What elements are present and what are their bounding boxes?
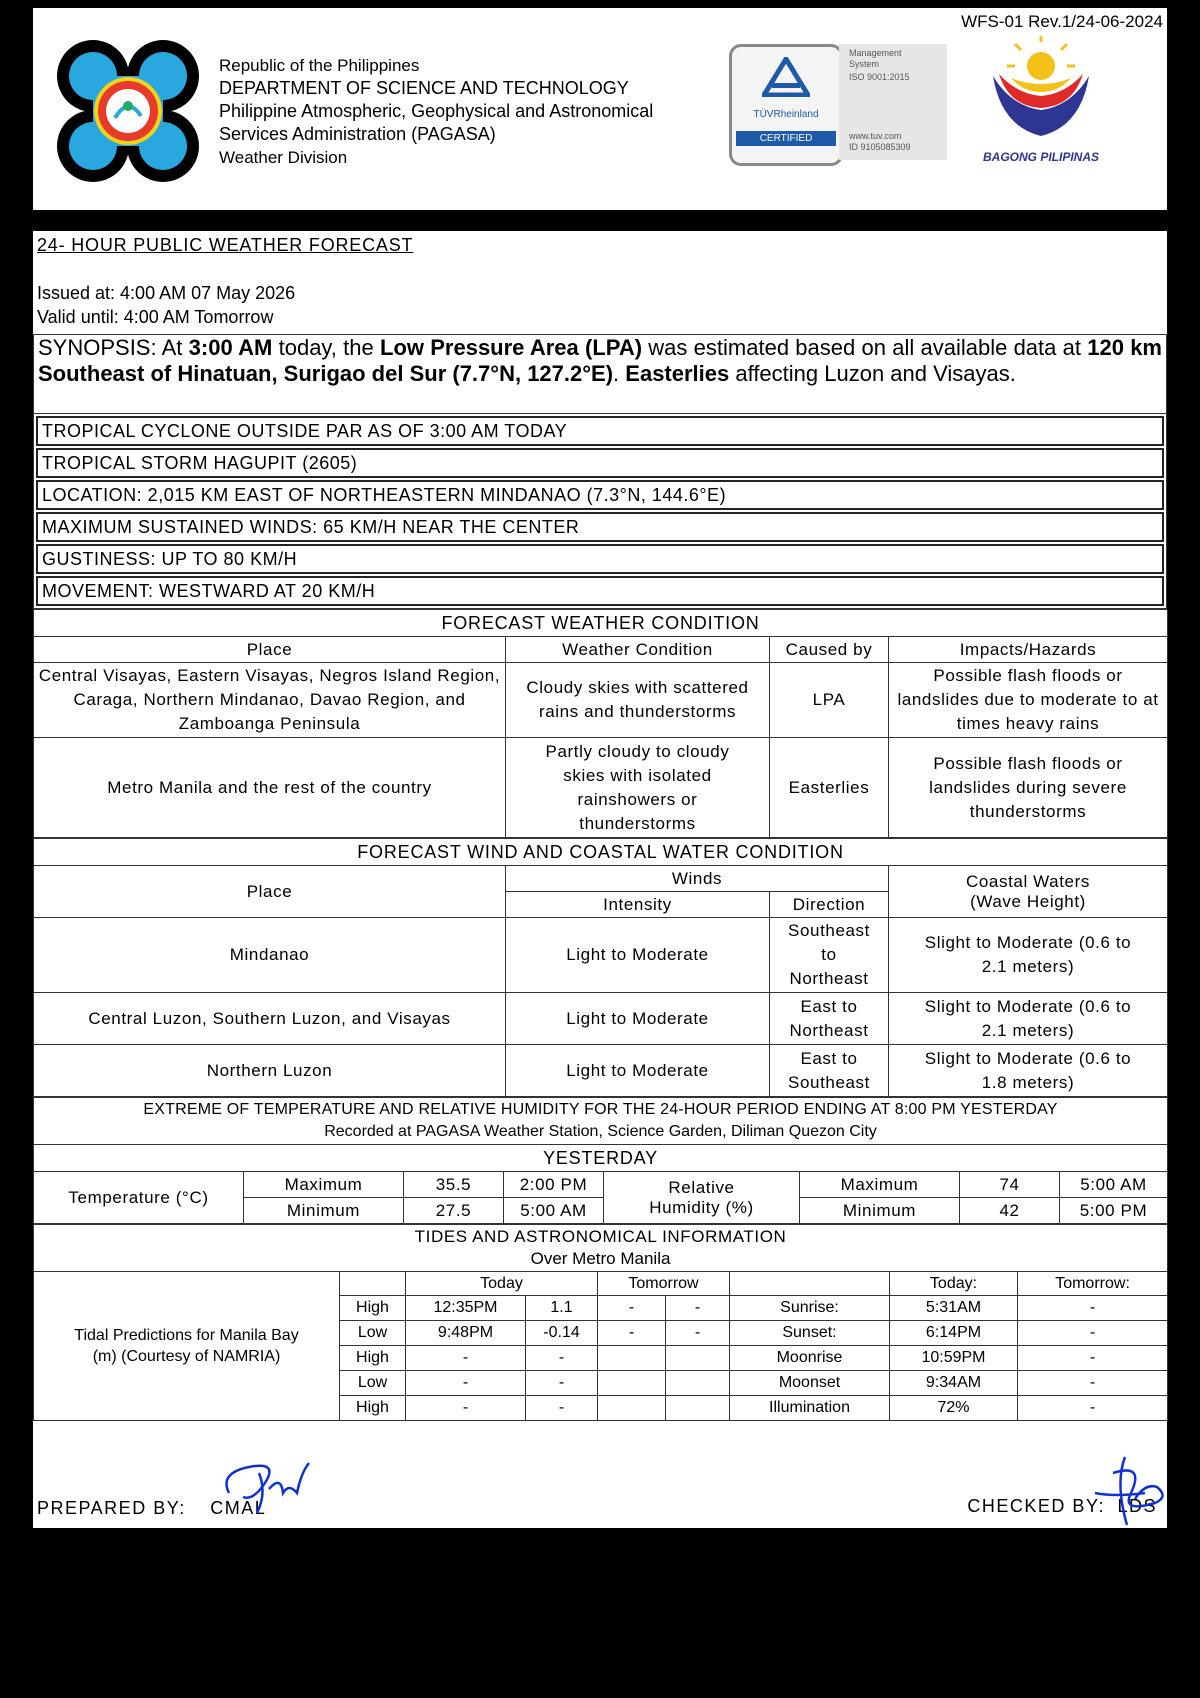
place-cell: Central Visayas, Eastern Visayas, Negros Island Region, Caraga, Northern Mindanao, Davao Region, and Zamboanga Peninsula [34, 663, 506, 738]
dost-line: DEPARTMENT OF SCIENCE AND TECHNOLOGY [219, 78, 629, 98]
col-header: Today [406, 1272, 598, 1296]
tide-tomorrow-time [598, 1346, 666, 1371]
tide-height: - [526, 1371, 598, 1396]
temp-max-value: 35.5 [404, 1172, 504, 1198]
impact-cell: Possible flash floods or landslides during severe thunderstorms [889, 738, 1168, 838]
tide-type: Low [340, 1321, 406, 1346]
tides-title: TIDES AND ASTRONOMICAL INFORMATION [414, 1227, 787, 1246]
temp-max-time: 2:00 PM [504, 1172, 604, 1198]
forecast-title: 24- HOUR PUBLIC WEATHER FORECAST [37, 235, 414, 255]
tide-tomorrow-height [666, 1371, 730, 1396]
astro-today: 10:59PM [890, 1346, 1018, 1371]
synopsis-time: 3:00 AM [188, 335, 273, 360]
table-row [34, 918, 1168, 993]
condition-cell: Partly cloudy to cloudy skies with isolated rainshowers or thunderstorms [506, 738, 770, 838]
letterhead [33, 8, 1167, 210]
col-header: Place [34, 637, 506, 663]
tide-type: High [340, 1396, 406, 1421]
direction-cell: East to Northeast [770, 993, 889, 1045]
coastal-cell: Slight to Moderate (0.6 to 2.1 meters) [889, 993, 1168, 1045]
yesterday-label: YESTERDAY [34, 1145, 1168, 1172]
astro-today: 72% [890, 1396, 1018, 1421]
temp-min-time: 5:00 AM [504, 1198, 604, 1224]
tides-table [33, 1224, 1168, 1421]
cert-info [839, 44, 947, 160]
forecast-tables [33, 334, 1167, 1421]
tc-row: MOVEMENT: WESTWARD AT 20 KM/H [36, 576, 1164, 606]
tide-type: High [340, 1346, 406, 1371]
cert-iso: ISO 9001:2015 [849, 72, 910, 82]
tide-type: High [340, 1296, 406, 1321]
astro-label: Sunset: [730, 1321, 890, 1346]
tides-header [34, 1225, 1168, 1272]
astro-today: 5:31AM [890, 1296, 1018, 1321]
tuv-triangle-icon [762, 57, 810, 97]
table-row [34, 993, 1168, 1045]
checked-label: CHECKED BY: [967, 1496, 1105, 1516]
tc-row: TROPICAL CYCLONE OUTSIDE PAR AS OF 3:00 AM TODAY [36, 416, 1164, 446]
extremes-table [33, 1097, 1168, 1224]
pagasa-line-2: Services Administration (PAGASA) [219, 124, 496, 144]
col-header: Coastal Waters (Wave Height) [889, 866, 1168, 918]
table-row [34, 663, 1168, 738]
tc-row: GUSTINESS: UP TO 80 KM/H [36, 544, 1164, 574]
condition-cell: Cloudy skies with scattered rains and thunderstorms [506, 663, 770, 738]
temp-max-label: Maximum [244, 1172, 404, 1198]
prepared-label: PREPARED BY: [37, 1498, 186, 1518]
astro-tomorrow: - [1018, 1321, 1168, 1346]
extremes-subtitle: Recorded at PAGASA Weather Station, Science Garden, Diliman Quezon City [324, 1123, 877, 1140]
temp-min-label: Minimum [244, 1198, 404, 1224]
tide-time: - [406, 1396, 526, 1421]
tide-time: 12:35PM [406, 1296, 526, 1321]
tide-height: -0.14 [526, 1321, 598, 1346]
cert-management: Management System [849, 48, 902, 69]
astro-label: Sunrise: [730, 1296, 890, 1321]
col-header: Tomorrow [598, 1272, 730, 1296]
synopsis-text: affecting Luzon and Visayas. [729, 361, 1016, 386]
astro-tomorrow: - [1018, 1396, 1168, 1421]
cause-cell: LPA [770, 663, 889, 738]
tide-time: - [406, 1371, 526, 1396]
rh-max-label: Maximum [800, 1172, 960, 1198]
synopsis-text: SYNOPSIS: At [38, 335, 189, 360]
table-row [34, 1045, 1168, 1097]
col-header: Today: [890, 1272, 1018, 1296]
tide-tomorrow-time: - [598, 1321, 666, 1346]
col-header: Impacts/Hazards [889, 637, 1168, 663]
temp-min-value: 27.5 [404, 1198, 504, 1224]
prepared-initials: CMAL [210, 1498, 267, 1518]
checker-signature [1085, 1453, 1167, 1527]
tidal-label: Tidal Predictions for Manila Bay (m) (Courtesy of NAMRIA) [34, 1272, 340, 1421]
bagong-pilipinas-text: BAGONG PILIPINAS [982, 150, 1099, 164]
col-header: Direction [770, 892, 889, 918]
checked-initials: LDS [1117, 1496, 1157, 1516]
synopsis-text: today, the [272, 335, 380, 360]
astro-label: Illumination [730, 1396, 890, 1421]
direction-cell: East to Southeast [770, 1045, 889, 1097]
astro-tomorrow: - [1018, 1371, 1168, 1396]
tide-height: - [526, 1396, 598, 1421]
col-header: Winds [506, 866, 889, 892]
astro-today: 9:34AM [890, 1371, 1018, 1396]
rh-min-time: 5:00 PM [1060, 1198, 1168, 1224]
humidity-label: Relative Humidity (%) [604, 1172, 800, 1224]
tide-tomorrow-height [666, 1396, 730, 1421]
tuv-certified: CERTIFIED [736, 131, 836, 146]
forecast-document [33, 231, 1167, 1528]
place-cell: Northern Luzon [34, 1045, 506, 1097]
tide-tomorrow-time: - [598, 1296, 666, 1321]
weather-condition-title: FORECAST WEATHER CONDITION [34, 610, 1168, 637]
wind-condition-title: FORECAST WIND AND COASTAL WATER CONDITION [34, 839, 1168, 866]
synopsis-text: . [613, 361, 626, 386]
tuv-badge [729, 44, 843, 166]
synopsis-location: 120 km Southeast of Hinatuan, Surigao del Sur (7.7°N, 127.2°E) [38, 335, 1162, 386]
division-line: Weather Division [219, 148, 348, 167]
tc-row: MAXIMUM SUSTAINED WINDS: 65 KM/H NEAR THE CENTER [36, 512, 1164, 542]
col-header: Intensity [506, 892, 770, 918]
tc-box [33, 414, 1167, 609]
blank-cell [730, 1272, 890, 1296]
col-header: Place [34, 866, 506, 918]
place-cell: Central Luzon, Southern Luzon, and Visayas [34, 993, 506, 1045]
pagasa-line-1: Philippine Atmospheric, Geophysical and Astronomical [219, 101, 654, 121]
cert-id: ID 9105085309 [849, 142, 911, 152]
valid-until: Valid until: 4:00 AM Tomorrow [37, 307, 274, 327]
intensity-cell: Light to Moderate [506, 993, 770, 1045]
coastal-cell: Slight to Moderate (0.6 to 1.8 meters) [889, 1045, 1168, 1097]
synopsis-text: was estimated based on all available data at [642, 335, 1088, 360]
extremes-header [34, 1098, 1168, 1145]
form-code: WFS-01 Rev.1/24-06-2024 [961, 12, 1163, 31]
table-row [34, 738, 1168, 838]
astro-label: Moonrise [730, 1346, 890, 1371]
col-header: Caused by [770, 637, 889, 663]
synopsis-system: Low Pressure Area (LPA) [380, 335, 643, 360]
tide-time: - [406, 1346, 526, 1371]
tide-tomorrow-height: - [666, 1321, 730, 1346]
tide-height: 1.1 [526, 1296, 598, 1321]
temperature-label: Temperature (°C) [34, 1172, 244, 1224]
col-header: Tomorrow: [1018, 1272, 1168, 1296]
astro-label: Moonset [730, 1371, 890, 1396]
rh-min-label: Minimum [800, 1198, 960, 1224]
tide-height: - [526, 1346, 598, 1371]
place-cell: Metro Manila and the rest of the country [34, 738, 506, 838]
col-header: Weather Condition [506, 637, 770, 663]
tide-time: 9:48PM [406, 1321, 526, 1346]
impact-cell: Possible flash floods or landslides due to moderate to at times heavy rains [889, 663, 1168, 738]
tuv-name: TÜVRheinland [753, 109, 819, 120]
cause-cell: Easterlies [770, 738, 889, 838]
synopsis-easterlies: Easterlies [625, 361, 730, 386]
tc-row: TROPICAL STORM HAGUPIT (2605) [36, 448, 1164, 478]
intensity-cell: Light to Moderate [506, 1045, 770, 1097]
republic-line: Republic of the Philippines [219, 56, 420, 75]
intensity-cell: Light to Moderate [506, 918, 770, 993]
issued-at: Issued at: 4:00 AM 07 May 2026 [37, 283, 296, 303]
pagasa-logo [55, 38, 201, 184]
astro-tomorrow: - [1018, 1346, 1168, 1371]
tide-tomorrow-time [598, 1371, 666, 1396]
place-cell: Mindanao [34, 918, 506, 993]
agency-block [219, 54, 653, 169]
rh-min-value: 42 [960, 1198, 1060, 1224]
astro-today: 6:14PM [890, 1321, 1018, 1346]
blank-cell [340, 1272, 406, 1296]
rh-max-value: 74 [960, 1172, 1060, 1198]
tide-tomorrow-height: - [666, 1296, 730, 1321]
synopsis [33, 334, 1167, 414]
weather-condition-table [33, 609, 1168, 838]
preparer-signature [209, 1453, 319, 1523]
bagong-pilipinas-logo [981, 36, 1101, 146]
astro-tomorrow: - [1018, 1296, 1168, 1321]
wind-condition-table [33, 838, 1168, 1097]
coastal-cell: Slight to Moderate (0.6 to 2.1 meters) [889, 918, 1168, 993]
tide-tomorrow-height [666, 1346, 730, 1371]
rh-max-time: 5:00 AM [1060, 1172, 1168, 1198]
direction-cell: Southeast to Northeast [770, 918, 889, 993]
cert-web: www.tuv.com [849, 131, 902, 141]
tide-tomorrow-time [598, 1396, 666, 1421]
tc-row: LOCATION: 2,015 KM EAST OF NORTHEASTERN MINDANAO (7.3°N, 144.6°E) [36, 480, 1164, 510]
extremes-title: EXTREME OF TEMPERATURE AND RELATIVE HUMIDITY FOR THE 24-HOUR PERIOD ENDING AT 8:00 PM YESTERDAY [143, 1101, 1058, 1118]
tide-type: Low [340, 1371, 406, 1396]
tides-subtitle: Over Metro Manila [530, 1249, 671, 1268]
